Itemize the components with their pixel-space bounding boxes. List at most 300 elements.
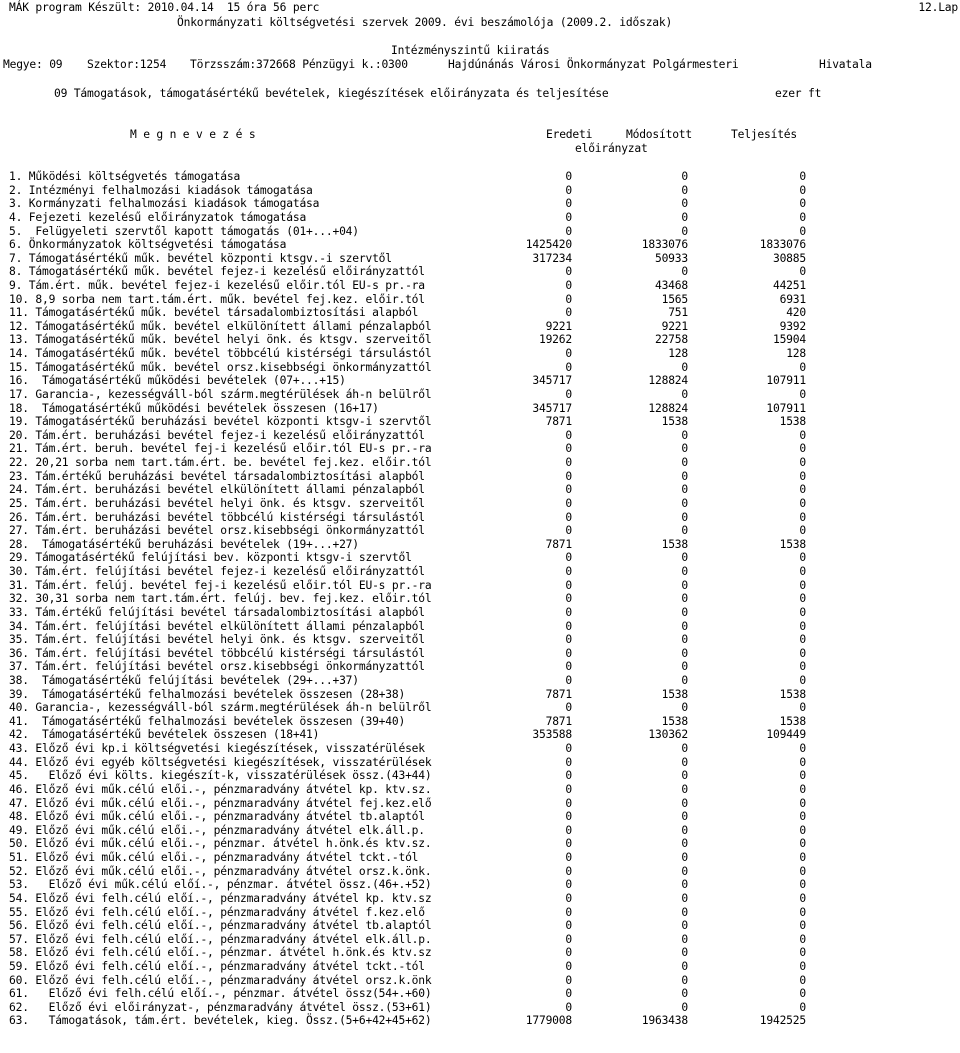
cell-teljesites: 0 xyxy=(799,387,806,401)
row-label: 24. Tám.ért. beruházási bevétel elkülönített állami pénzalapból xyxy=(9,483,425,497)
row-label: 36. Tám.ért. felújítási bevétel többcélú kistérségi társulástól xyxy=(9,646,425,660)
cell-teljesites: 1538 xyxy=(779,537,806,551)
row-label: 52. Előző évi műk.célú elői.-, pénzmaradvány átvétel orsz.k.önk. xyxy=(9,864,432,878)
cell-teljesites: 0 xyxy=(799,673,806,687)
cell-modositott: 0 xyxy=(681,510,688,524)
cell-modositott: 0 xyxy=(681,183,688,197)
cell-modositott: 0 xyxy=(681,660,688,674)
cell-teljesites: 0 xyxy=(799,442,806,456)
row-label: 47. Előző évi műk.célú elői.-, pénzmaradvány átvétel fej.kez.elő xyxy=(9,796,432,810)
table-row xyxy=(0,470,960,484)
cell-modositott: 1538 xyxy=(661,415,688,429)
table-row xyxy=(0,592,960,606)
unit-label: ezer ft xyxy=(775,87,822,100)
cell-teljesites: 0 xyxy=(799,428,806,442)
row-label: 27. Tám.ért. beruházási bevétel orsz.kisebbségi önkormányzattól xyxy=(9,524,425,538)
cell-eredeti: 0 xyxy=(565,905,572,919)
table-row xyxy=(0,238,960,252)
table-row xyxy=(0,756,960,770)
row-label: 26. Tám.ért. beruházási bevétel többcélú kistérségi társulástól xyxy=(9,510,425,524)
cell-modositott: 1538 xyxy=(661,714,688,728)
cell-teljesites: 0 xyxy=(799,551,806,565)
cell-teljesites: 0 xyxy=(799,170,806,183)
cell-modositott: 128824 xyxy=(648,374,688,388)
cell-eredeti: 0 xyxy=(565,578,572,592)
cell-eredeti: 0 xyxy=(565,673,572,687)
table-row xyxy=(0,184,960,198)
table-row xyxy=(0,701,960,715)
cell-eredeti: 0 xyxy=(565,170,572,183)
row-label: 32. 30,31 sorba nem tart.tám.ért. felúj. bev. fej.kez. előir.tól xyxy=(9,592,432,606)
table-row xyxy=(0,851,960,865)
cell-eredeti: 0 xyxy=(565,605,572,619)
table-row xyxy=(0,361,960,375)
row-label: 3. Kormányzati felhalmozási kiadások támogatása xyxy=(9,197,320,211)
cell-teljesites: 1538 xyxy=(779,687,806,701)
cell-eredeti: 0 xyxy=(565,987,572,1001)
row-label: 30. Tám.ért. felújítási bevétel fejez-i kezelésű előirányzattól xyxy=(9,565,425,578)
table-row xyxy=(0,660,960,674)
cell-teljesites: 0 xyxy=(799,878,806,892)
cell-modositott: 0 xyxy=(681,442,688,456)
table-row xyxy=(0,892,960,906)
row-label: 62. Előző évi előirányzat-, pénzmaradvány átvétel össz.(53+61) xyxy=(9,1000,432,1014)
cell-eredeti: 0 xyxy=(565,837,572,851)
cell-teljesites: 0 xyxy=(799,565,806,578)
level-title: Intézményszintű kiiratás xyxy=(391,44,550,57)
row-label: 11. Támogatásértékű műk. bevétel társadalombiztosítási alapból xyxy=(9,306,419,320)
row-label: 2. Intézményi felhalmozási kiadások támogatása xyxy=(9,183,313,197)
row-label: 42. Támogatásértékű bevételek összesen (18+41) xyxy=(9,728,320,742)
row-label: 23. Tám.értékű beruházási bevétel társadalombiztosítási alapból xyxy=(9,469,425,483)
row-label: 34. Tám.ért. felújítási bevétel elkülönített állami pénzalapból xyxy=(9,619,425,633)
cell-eredeti: 0 xyxy=(565,183,572,197)
cell-modositott: 0 xyxy=(681,673,688,687)
cell-modositott: 0 xyxy=(681,565,688,578)
cell-eredeti: 0 xyxy=(565,960,572,973)
cell-eredeti: 0 xyxy=(565,524,572,538)
row-label: 13. Támogatásértékű műk. bevétel helyi önk. és ktsgv. szerveitől xyxy=(9,333,432,347)
table-row xyxy=(0,919,960,933)
table-row xyxy=(0,170,960,184)
cell-teljesites: 0 xyxy=(799,987,806,1001)
row-label: 33. Tám.értékű felújítási bevétel társadalombiztosítási alapból xyxy=(9,605,425,619)
row-label: 53. Előző évi műk.célú előí.-, pénzmar. átvétel össz.(46+.+52) xyxy=(9,878,432,892)
table-row xyxy=(0,456,960,470)
cell-modositott: 0 xyxy=(681,878,688,892)
cell-eredeti: 0 xyxy=(565,823,572,837)
cell-modositott: 0 xyxy=(681,851,688,864)
cell-teljesites: 128 xyxy=(786,347,806,361)
table-row xyxy=(0,715,960,729)
row-label: 19. Támogatásértékű beruházási bevétel központi ktsgv-i szervtől xyxy=(9,415,432,429)
cell-modositott: 0 xyxy=(681,701,688,715)
row-label: 39. Támogatásértékű felhalmozási bevételek összesen (28+38) xyxy=(9,687,406,701)
cell-eredeti: 0 xyxy=(565,891,572,905)
cell-modositott: 0 xyxy=(681,823,688,837)
cell-eredeti: 0 xyxy=(565,279,572,292)
cell-modositott: 0 xyxy=(681,742,688,755)
cell-modositott: 0 xyxy=(681,265,688,279)
cell-eredeti: 0 xyxy=(565,782,572,796)
row-label: 29. Támogatásértékű felújítási bev. központi ktsgv-i szervtől xyxy=(9,551,412,565)
cell-modositott: 0 xyxy=(681,387,688,401)
row-label: 18. Támogatásértékű működési bevételek összesen (16+17) xyxy=(9,401,379,415)
cell-eredeti: 0 xyxy=(565,878,572,892)
cell-teljesites: 0 xyxy=(799,510,806,524)
cell-modositott: 0 xyxy=(681,524,688,538)
table-row xyxy=(0,1014,960,1028)
row-label: 21. Tám.ért. beruh. bevétel fej-i kezelésű előir.tól EU-s pr.-ra xyxy=(9,442,432,456)
institution-name: Hajdúnánás Városi Önkormányzat Polgármesteri xyxy=(448,58,739,71)
cell-eredeti: 0 xyxy=(565,428,572,442)
cell-eredeti: 0 xyxy=(565,387,572,401)
cell-eredeti: 0 xyxy=(565,592,572,606)
cell-teljesites: 0 xyxy=(799,769,806,783)
cell-modositott: 0 xyxy=(681,605,688,619)
cell-eredeti: 7871 xyxy=(545,687,572,701)
cell-modositott: 0 xyxy=(681,973,688,987)
cell-eredeti: 0 xyxy=(565,510,572,524)
col-header-eloiranyzat: előirányzat xyxy=(575,142,648,155)
table-row xyxy=(0,429,960,443)
row-label: 28. Támogatásértékű beruházási bevételek (19+...+27) xyxy=(9,537,359,551)
table-row xyxy=(0,674,960,688)
cell-modositott: 0 xyxy=(681,769,688,783)
cell-modositott: 0 xyxy=(681,919,688,933)
row-label: 56. Előző évi felh.célú előí.-, pénzmaradvány átvétel tb.alaptól xyxy=(9,919,432,933)
cell-teljesites: 0 xyxy=(799,496,806,510)
cell-modositott: 0 xyxy=(681,946,688,960)
table-row xyxy=(0,606,960,620)
cell-teljesites: 0 xyxy=(799,197,806,211)
col-header-megnevezes: M e g n e v e z é s xyxy=(130,128,256,141)
cell-modositott: 0 xyxy=(681,170,688,183)
cell-eredeti: 0 xyxy=(565,360,572,374)
cell-eredeti: 0 xyxy=(565,851,572,864)
cell-eredeti: 353588 xyxy=(532,728,572,742)
cell-eredeti: 0 xyxy=(565,496,572,510)
cell-eredeti: 0 xyxy=(565,210,572,224)
table-row xyxy=(0,497,960,511)
table-row xyxy=(0,824,960,838)
cell-teljesites: 30885 xyxy=(772,251,806,265)
table-row xyxy=(0,797,960,811)
table-row xyxy=(0,538,960,552)
row-label: 46. Előző évi műk.célú elői.-, pénzmaradvány átvétel kp. ktv.sz. xyxy=(9,782,432,796)
cell-teljesites: 107911 xyxy=(766,374,806,388)
cell-eredeti: 0 xyxy=(565,796,572,810)
cell-modositott: 0 xyxy=(681,578,688,592)
cell-modositott: 0 xyxy=(681,619,688,633)
cell-modositott: 751 xyxy=(668,306,688,320)
row-label: 6. Önkormányzatok költségvetési támogatása xyxy=(9,238,287,252)
cell-teljesites: 9392 xyxy=(779,319,806,333)
page-label: 12.Lap xyxy=(918,1,958,14)
table-row xyxy=(0,579,960,593)
table-row xyxy=(0,483,960,497)
cell-eredeti: 0 xyxy=(565,919,572,933)
cell-eredeti: 0 xyxy=(565,755,572,769)
row-label: 14. Támogatásértékű műk. bevétel többcélú kistérségi társulástól xyxy=(9,347,432,361)
cell-eredeti: 0 xyxy=(565,769,572,783)
table-row xyxy=(0,742,960,756)
cell-teljesites: 0 xyxy=(799,782,806,796)
cell-modositott: 1963438 xyxy=(641,1014,688,1028)
cell-teljesites: 0 xyxy=(799,891,806,905)
cell-eredeti: 0 xyxy=(565,292,572,306)
cell-teljesites: 0 xyxy=(799,946,806,960)
row-label: 40. Garancia-, kezességváll-ból szárm.megtérülések áh-n belülről xyxy=(9,701,432,715)
row-label: 5. Felügyeleti szervtől kapott támogatás (01+...+04) xyxy=(9,224,359,238)
cell-modositott: 0 xyxy=(681,428,688,442)
cell-eredeti: 0 xyxy=(565,660,572,674)
table-row xyxy=(0,933,960,947)
table-row xyxy=(0,878,960,892)
table-row xyxy=(0,810,960,824)
table-row xyxy=(0,565,960,579)
cell-eredeti: 0 xyxy=(565,864,572,878)
row-label: 48. Előző évi műk.célú elői.-, pénzmaradvány átvétel tb.alaptól xyxy=(9,810,425,824)
table-row xyxy=(0,252,960,266)
cell-eredeti: 0 xyxy=(565,442,572,456)
cell-teljesites: 0 xyxy=(799,578,806,592)
cell-modositott: 0 xyxy=(681,837,688,851)
cell-teljesites: 109449 xyxy=(766,728,806,742)
cell-teljesites: 0 xyxy=(799,837,806,851)
cell-eredeti: 7871 xyxy=(545,537,572,551)
table-row xyxy=(0,402,960,416)
cell-teljesites: 1538 xyxy=(779,714,806,728)
cell-eredeti: 0 xyxy=(565,265,572,279)
cell-modositott: 0 xyxy=(681,456,688,469)
table-row xyxy=(0,293,960,307)
cell-teljesites: 0 xyxy=(799,360,806,374)
cell-teljesites: 44251 xyxy=(772,279,806,292)
row-label: 37. Tám.ért. felújítási bevétel orsz.kisebbségi önkormányzattól xyxy=(9,660,425,674)
row-label: 55. Előző évi felh.célú előí.-, pénzmaradvány átvétel f.kez.elő xyxy=(9,905,425,919)
cell-modositott: 0 xyxy=(681,360,688,374)
cell-modositott: 130362 xyxy=(648,728,688,742)
cell-eredeti: 0 xyxy=(565,932,572,946)
program-line: MÁK program Készült: 2010.04.14 15 óra 56 perc xyxy=(9,1,320,14)
cell-modositott: 0 xyxy=(681,1000,688,1014)
cell-eredeti: 0 xyxy=(565,973,572,987)
cell-teljesites: 0 xyxy=(799,742,806,755)
cell-teljesites: 0 xyxy=(799,224,806,238)
cell-teljesites: 1833076 xyxy=(759,238,806,252)
row-label: 63. Támogatások, tám.ért. bevételek, kieg. Össz.(5+6+42+45+62) xyxy=(9,1014,432,1028)
cell-modositott: 0 xyxy=(681,905,688,919)
table-row xyxy=(0,987,960,1001)
table-row xyxy=(0,347,960,361)
cell-modositott: 0 xyxy=(681,796,688,810)
cell-eredeti: 7871 xyxy=(545,714,572,728)
table-row xyxy=(0,306,960,320)
table-row xyxy=(0,620,960,634)
table-row xyxy=(0,837,960,851)
table-row xyxy=(0,633,960,647)
row-label: 22. 20,21 sorba nem tart.tám.ért. be. bevétel fej.kez. előir.tól xyxy=(9,456,432,469)
table-row xyxy=(0,388,960,402)
table-row xyxy=(0,946,960,960)
cell-teljesites: 420 xyxy=(786,306,806,320)
cell-modositott: 0 xyxy=(681,782,688,796)
cell-teljesites: 0 xyxy=(799,919,806,933)
cell-eredeti: 9221 xyxy=(545,319,572,333)
table-title: 09 Támogatások, támogatásértékű bevételek, kiegészítések előirányzata és teljesítése xyxy=(54,87,609,100)
cell-modositott: 50933 xyxy=(654,251,688,265)
cell-teljesites: 0 xyxy=(799,456,806,469)
institution-name-end: Hivatala xyxy=(819,58,872,71)
cell-eredeti: 345717 xyxy=(532,401,572,415)
table-row xyxy=(0,524,960,538)
cell-modositott: 0 xyxy=(681,592,688,606)
row-label: 1. Működési költségvetés támogatása xyxy=(9,170,241,183)
cell-teljesites: 0 xyxy=(799,810,806,824)
cell-teljesites: 0 xyxy=(799,210,806,224)
megye-label: Megye: 09 xyxy=(3,58,63,71)
cell-teljesites: 0 xyxy=(799,851,806,864)
cell-teljesites: 0 xyxy=(799,592,806,606)
cell-eredeti: 0 xyxy=(565,306,572,320)
cell-teljesites: 0 xyxy=(799,960,806,973)
row-label: 20. Tám.ért. beruházási bevétel fejez-i kezelésű előirányzattól xyxy=(9,428,425,442)
cell-modositott: 0 xyxy=(681,224,688,238)
cell-eredeti: 0 xyxy=(565,701,572,715)
cell-teljesites: 0 xyxy=(799,633,806,647)
cell-teljesites: 0 xyxy=(799,483,806,497)
table-row xyxy=(0,211,960,225)
cell-teljesites: 0 xyxy=(799,265,806,279)
col-header-modositott: Módosított xyxy=(626,128,693,141)
cell-modositott: 0 xyxy=(681,960,688,973)
table-row xyxy=(0,974,960,988)
cell-modositott: 1833076 xyxy=(641,238,688,252)
table-row xyxy=(0,511,960,525)
cell-eredeti: 0 xyxy=(565,946,572,960)
row-label: 8. Támogatásértékű műk. bevétel fejez-i kezelésű előirányzattól xyxy=(9,265,425,279)
row-label: 50. Előző évi műk.célú elői.-, pénzmar. átvétel h.önk.és ktv.sz. xyxy=(9,837,432,851)
table-row xyxy=(0,1001,960,1015)
cell-eredeti: 0 xyxy=(565,456,572,469)
table-row xyxy=(0,279,960,293)
cell-modositott: 0 xyxy=(681,483,688,497)
cell-eredeti: 1779008 xyxy=(525,1014,572,1028)
table-row xyxy=(0,728,960,742)
cell-teljesites: 0 xyxy=(799,524,806,538)
row-label: 35. Tám.ért. felújítási bevétel helyi önk. és ktsgv. szerveitől xyxy=(9,633,425,647)
row-label: 49. Előző évi műk.célú elői.-, pénzmaradvány átvétel elk.áll.p. xyxy=(9,823,425,837)
row-label: 7. Támogatásértékű műk. bevétel központi ktsgv.-i szervtől xyxy=(9,251,392,265)
row-label: 57. Előző évi felh.célú előí.-, pénzmaradvány átvétel elk.áll.p. xyxy=(9,932,432,946)
table-row xyxy=(0,333,960,347)
cell-teljesites: 1942525 xyxy=(759,1014,806,1028)
cell-eredeti: 0 xyxy=(565,224,572,238)
cell-teljesites: 0 xyxy=(799,755,806,769)
cell-modositott: 9221 xyxy=(661,319,688,333)
table-row xyxy=(0,551,960,565)
row-label: 45. Előző évi költs. kiegészít-k, visszatérülések össz.(43+44) xyxy=(9,769,432,783)
row-label: 51. Előző évi műk.célú elői.-, pénzmaradvány átvétel tckt.-tól xyxy=(9,851,419,864)
cell-teljesites: 15904 xyxy=(772,333,806,347)
cell-teljesites: 0 xyxy=(799,605,806,619)
row-label: 61. Előző évi felh.célú előí.-, pénzmar. átvétel össz(54+.+60) xyxy=(9,987,432,1001)
table-row xyxy=(0,769,960,783)
cell-eredeti: 0 xyxy=(565,742,572,755)
cell-teljesites: 0 xyxy=(799,701,806,715)
cell-modositott: 128 xyxy=(668,347,688,361)
cell-modositott: 0 xyxy=(681,469,688,483)
cell-eredeti: 7871 xyxy=(545,415,572,429)
row-label: 59. Előző évi felh.célú előí.-, pénzmaradvány átvétel tckt.-tól xyxy=(9,960,425,973)
cell-modositott: 22758 xyxy=(654,333,688,347)
cell-teljesites: 0 xyxy=(799,1000,806,1014)
cell-modositott: 0 xyxy=(681,197,688,211)
col-header-teljesites: Teljesítés xyxy=(731,128,798,141)
row-label: 38. Támogatásértékű felújítási bevételek (29+...+37) xyxy=(9,673,359,687)
cell-modositott: 1538 xyxy=(661,537,688,551)
row-label: 41. Támogatásértékű felhalmozási bevételek összesen (39+40) xyxy=(9,714,406,728)
row-label: 43. Előző évi kp.i költségvetési kiegészítések, visszatérülések xyxy=(9,742,425,755)
cell-teljesites: 0 xyxy=(799,469,806,483)
cell-teljesites: 107911 xyxy=(766,401,806,415)
table-row xyxy=(0,906,960,920)
table-row xyxy=(0,647,960,661)
cell-modositott: 0 xyxy=(681,864,688,878)
cell-eredeti: 0 xyxy=(565,483,572,497)
row-label: 31. Tám.ért. felúj. bevétel fej-i kezelésű előir.tól EU-s pr.-ra xyxy=(9,578,432,592)
row-label: 4. Fejezeti kezelésű előirányzatok támogatása xyxy=(9,210,307,224)
table-row xyxy=(0,442,960,456)
table-row xyxy=(0,783,960,797)
cell-modositott: 43468 xyxy=(654,279,688,292)
cell-eredeti: 1425420 xyxy=(525,238,572,252)
cell-teljesites: 1538 xyxy=(779,415,806,429)
row-label: 25. Tám.ért. beruházási bevétel helyi önk. és ktsgv. szerveitől xyxy=(9,496,425,510)
row-label: 58. Előző évi felh.célú előí.-, pénzmar. átvétel h.önk.és ktv.sz xyxy=(9,946,432,960)
cell-modositott: 128824 xyxy=(648,401,688,415)
szektor-label: Szektor:1254 xyxy=(87,58,167,71)
cell-modositott: 1538 xyxy=(661,687,688,701)
cell-eredeti: 317234 xyxy=(532,251,572,265)
row-label: 44. Előző évi egyéb költségvetési kiegészítések, visszatérülések xyxy=(9,755,432,769)
table-row xyxy=(0,415,960,429)
cell-modositott: 0 xyxy=(681,891,688,905)
cell-teljesites: 0 xyxy=(799,660,806,674)
cell-eredeti: 0 xyxy=(565,619,572,633)
cell-modositott: 0 xyxy=(681,932,688,946)
table-row xyxy=(0,225,960,239)
cell-eredeti: 0 xyxy=(565,469,572,483)
cell-teljesites: 0 xyxy=(799,796,806,810)
row-label: 16. Támogatásértékű működési bevételek (07+...+15) xyxy=(9,374,346,388)
row-label: 15. Támogatásértékű műk. bevétel orsz.kisebbségi önkormányzattól xyxy=(9,360,432,374)
cell-teljesites: 0 xyxy=(799,932,806,946)
cell-teljesites: 0 xyxy=(799,905,806,919)
cell-eredeti: 0 xyxy=(565,633,572,647)
cell-eredeti: 0 xyxy=(565,565,572,578)
cell-modositott: 0 xyxy=(681,210,688,224)
cell-eredeti: 0 xyxy=(565,551,572,565)
cell-modositott: 0 xyxy=(681,496,688,510)
cell-teljesites: 0 xyxy=(799,823,806,837)
cell-eredeti: 0 xyxy=(565,347,572,361)
cell-eredeti: 0 xyxy=(565,1000,572,1014)
table-row xyxy=(0,265,960,279)
cell-eredeti: 19262 xyxy=(538,333,572,347)
cell-eredeti: 0 xyxy=(565,646,572,660)
